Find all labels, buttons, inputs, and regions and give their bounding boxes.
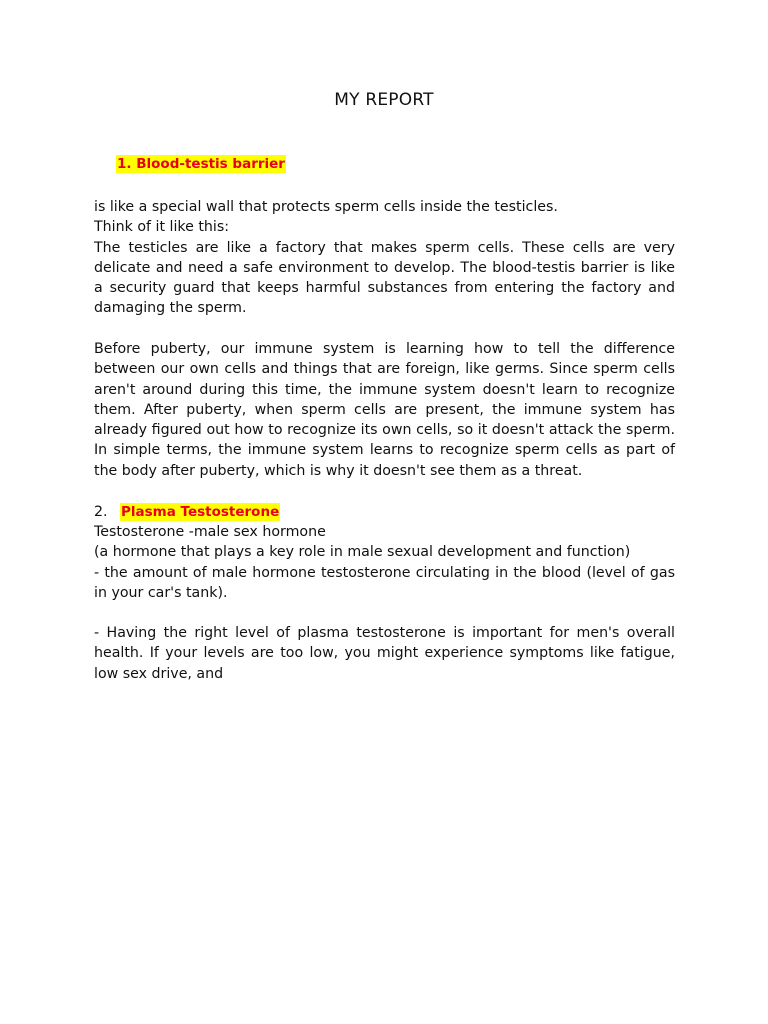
section-2-paragraph-4: - Having the right level of plasma testosterone is important for men's overall health. If your levels are too low, you might experience symptoms like fatigue, low sex drive, and	[94, 625, 675, 682]
section-2-paragraph-3: - the amount of male hormone testosterone circulating in the blood (level of gas in your car's tank).	[94, 564, 675, 601]
section-1-heading	[116, 156, 286, 172]
section-1-body	[94, 339, 675, 481]
section-1-heading-text: 1. Blood-testis barrier	[117, 156, 285, 172]
section-2-paragraph-1: Testosterone -male sex hormone	[94, 524, 326, 540]
section-1-paragraph-4: Before puberty, our immune system is learning how to tell the difference between our own cells and things that are foreign, like germs. Since sperm cells aren't around during this time, the immune system doesn't learn to recognize them. After puberty, when sperm cells are present, the immune system has already figured out how to recognize its own cells, so it doesn't attack the sperm. In simple terms, the immune system learns to recognize sperm cells as part of the body after puberty, which is why it doesn't see them as a threat.	[94, 341, 675, 479]
section-2-heading	[120, 502, 280, 522]
section-1-paragraph-3: The testicles are like a factory that makes sperm cells. These cells are very delicate and need a safe environment to develop. The blood-testis barrier is like a security guard that keeps harmful substances from entering the factory and damaging the sperm.	[94, 239, 675, 317]
section-1-paragraph-1: is like a special wall that protects sperm cells inside the testicles.	[94, 199, 558, 215]
section-1-paragraph-2: Think of it like this:	[94, 219, 230, 236]
section-2-number: 2.	[94, 504, 108, 520]
page-title: MY REPORT	[334, 90, 434, 110]
section-2-heading-text: Plasma Testosterone	[121, 504, 280, 520]
section-2-paragraph-2: (a hormone that plays a key role in male sexual development and function)	[94, 544, 631, 561]
section-1-intro	[94, 197, 675, 319]
section-2-body	[94, 623, 675, 684]
section-2-intro	[94, 522, 675, 603]
